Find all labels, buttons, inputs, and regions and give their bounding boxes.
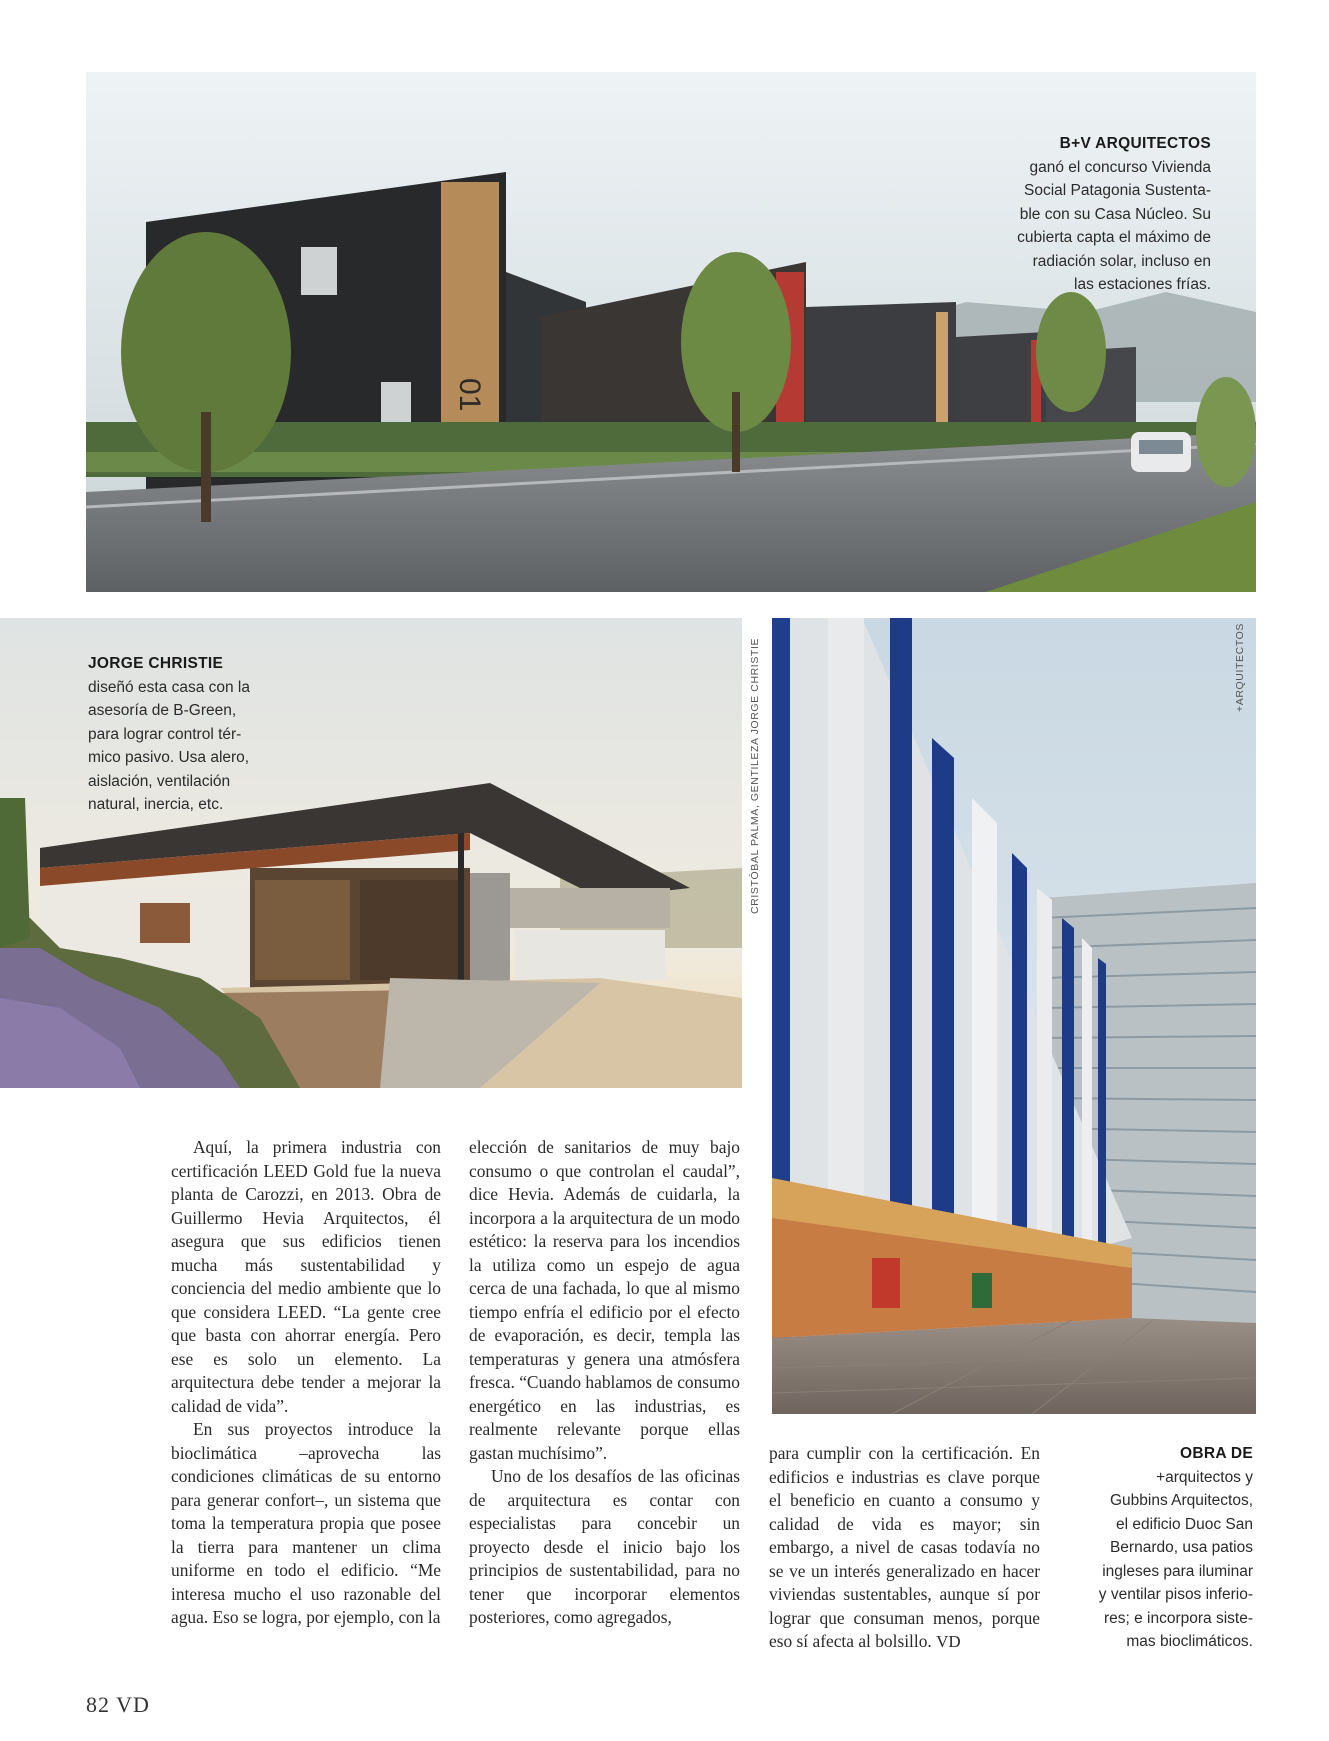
page-number: 82 [86,1692,110,1717]
caption-obra-line: Gubbins Arquitectos, [1109,1492,1253,1509]
caption-christie-line: mico pasivo. Usa alero, [88,749,250,766]
caption-christie-line: asesoría de B-Green, [88,702,237,719]
caption-christie-line: diseñó esta casa con la [88,678,250,696]
caption-obra-line: ingleses para iluminar [1102,1562,1253,1580]
end-mark: VD [936,1632,961,1651]
caption-bv-arquitectos [951,132,1211,297]
caption-bv-heading: B+V ARQUITECTOS [1059,135,1211,152]
caption-obra-line: +arquitectos y [1156,1468,1253,1486]
caption-obra-heading: OBRA DE [1179,1445,1253,1462]
page-folio [86,1692,150,1718]
photo-credit-christie: CRISTÓBAL PALMA, GENTILEZA JORGE CHRISTIE [749,637,761,914]
caption-christie-line: para lograr control tér- [88,725,242,743]
caption-christie-heading: JORGE CHRISTIE [88,655,224,672]
caption-jorge-christie [88,652,328,817]
article-paragraph [769,1442,1040,1654]
caption-obra-line: y ventilar pisos inferio- [1098,1586,1253,1603]
caption-obra-line: mas bioclimáticos. [1126,1633,1253,1650]
photo-credit-arquitectos: +ARQUITECTOS [1234,623,1246,712]
caption-bv-line: las estaciones frías. [1074,276,1211,293]
caption-obra-line: el edificio Duoc San [1116,1515,1253,1533]
caption-christie-line: aislación, ventilación [88,772,231,790]
caption-bv-line: ble con su Casa Núcleo. Su [1019,205,1211,223]
caption-obra-line: Bernardo, usa patios [1109,1539,1253,1556]
article-column-1 [171,1136,441,1630]
magazine-name: VD [116,1692,150,1717]
photo-duoc-building [772,618,1256,1414]
house-number-label: 01 [453,378,486,412]
article-paragraph-text: para cumplir con la certificación. En edificios e industrias es clave porque el beneficio en cuanto a consumo y calidad de vida es mayor; sin embargo, a nivel de casas todavía no se ve un interés generalizado en hacer viviendas sustentables, aunque sí por lograr que consuman menos, porque eso sí afecta al bolsillo. [769,1443,1040,1651]
caption-bv-line: cubierta capta el máximo de [1017,229,1211,246]
caption-obra-line: res; e incorpora siste- [1103,1609,1253,1627]
article-column-2 [469,1136,740,1630]
article-paragraph: En sus proyectos introduce la bioclimática –aprovecha las condiciones climáticas de su entorno para generar confort–, un sistema que toma la temperatura propia que posee la tierra para mantener un clima uniforme en todo el edificio. “Me interesa mucho el uso razonable del agua. Eso se logra, por ejemplo, con la [171,1419,441,1627]
caption-bv-line: Social Patagonia Sustenta- [1024,182,1211,199]
article-column-3 [769,1442,1040,1654]
article-paragraph: Uno de los desafíos de las oficinas de arquitectura es contar con especialistas para concebir un proyecto desde el inicio bajo los principios de sustentabilidad, para no tener que incorporar elementos posteriores, como agregados, [469,1466,740,1627]
article-paragraph: elección de sanitarios de muy bajo consumo o que controlan el caudal”, dice Hevia. Además de cuidarla, la incorpora a la arquitectura de un modo estético: la reserva para los incendios la utiliza como un espejo de agua cerca de una fachada, lo que al mismo tiempo enfría el edificio por el efecto de evaporación, es decir, templa las temperaturas y genera una atmósfera fresca. “Cuando hablamos de consumo energético en las industrias, es realmente relevante porque ellas gastan muchísimo”. [469,1137,740,1463]
article-paragraph: Aquí, la primera industria con certificación LEED Gold fue la nueva planta de Carozzi, en 2013. Obra de Guillermo Hevia Arquitectos, él asegura que sus edificios tienen mucha más sustentabilidad y conciencia del medio ambiente que lo que considera LEED. “La gente cree que basta con ahorrar energía. Pero ese es solo un elemento. La arquitectura debe tender a mejorar la calidad de vida”. [171,1137,441,1416]
caption-bv-line: ganó el concurso Vivienda [1029,158,1211,176]
caption-obra-de [1033,1442,1253,1654]
caption-christie-line: natural, inercia, etc. [88,796,224,813]
caption-bv-line: radiación solar, incluso en [1032,252,1211,270]
